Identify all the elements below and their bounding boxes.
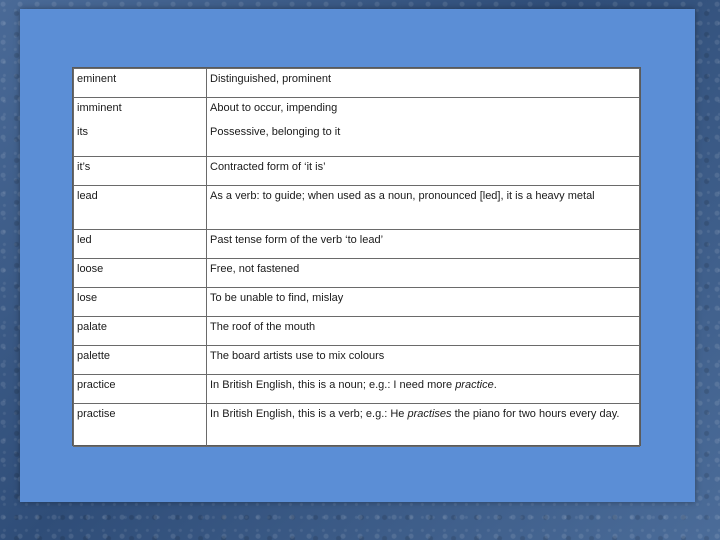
- definition-example-word: practice: [455, 379, 494, 391]
- definition-cell: To be unable to find, mislay: [207, 288, 640, 317]
- definition-text: About to occur, impending: [210, 102, 338, 114]
- table-row: [74, 186, 640, 230]
- table-row: [74, 69, 640, 98]
- definition-cell: As a verb: to guide; when used as a noun, pronounced [led], it is a heavy metal: [207, 186, 640, 230]
- definition-cell: The roof of the mouth: [207, 317, 640, 346]
- definition-cell: Free, not fastened: [207, 259, 640, 288]
- vocabulary-table: [72, 67, 641, 446]
- word-cell: palette: [74, 346, 207, 375]
- word-cell: [74, 98, 207, 157]
- table-row: [74, 288, 640, 317]
- word-text: imminent: [77, 102, 122, 114]
- table-row: [74, 259, 640, 288]
- definition-cell: [207, 98, 640, 157]
- definition-text: Possessive, belonging to it: [210, 126, 341, 138]
- definition-prefix: In British English, this is a noun; e.g.: I need more: [210, 379, 456, 391]
- word-cell: lose: [74, 288, 207, 317]
- word-cell: lead: [74, 186, 207, 230]
- table-row: [74, 157, 640, 186]
- definition-cell: [207, 404, 640, 447]
- definition-cell: [207, 375, 640, 404]
- word-cell: loose: [74, 259, 207, 288]
- word-text: its: [77, 126, 88, 138]
- word-cell: practice: [74, 375, 207, 404]
- word-cell: led: [74, 230, 207, 259]
- definition-example-word: practises: [407, 408, 452, 420]
- table-row: [74, 98, 640, 157]
- word-cell: practise: [74, 404, 207, 447]
- table-row: [74, 230, 640, 259]
- vocabulary-table-grid: [73, 68, 640, 447]
- word-cell: it’s: [74, 157, 207, 186]
- word-cell: eminent: [74, 69, 207, 98]
- definition-suffix: .: [493, 379, 497, 391]
- table-row: [74, 375, 640, 404]
- definition-cell: Distinguished, prominent: [207, 69, 640, 98]
- definition-cell: Contracted form of ‘it is’: [207, 157, 640, 186]
- word-cell: palate: [74, 317, 207, 346]
- table-row: [74, 346, 640, 375]
- table-row: [74, 317, 640, 346]
- definition-cell: Past tense form of the verb ‘to lead’: [207, 230, 640, 259]
- definition-suffix: the piano for two hours every day.: [451, 408, 620, 420]
- definition-prefix: In British English, this is a verb; e.g.: He: [210, 408, 408, 420]
- table-row: [74, 404, 640, 447]
- definition-cell: The board artists use to mix colours: [207, 346, 640, 375]
